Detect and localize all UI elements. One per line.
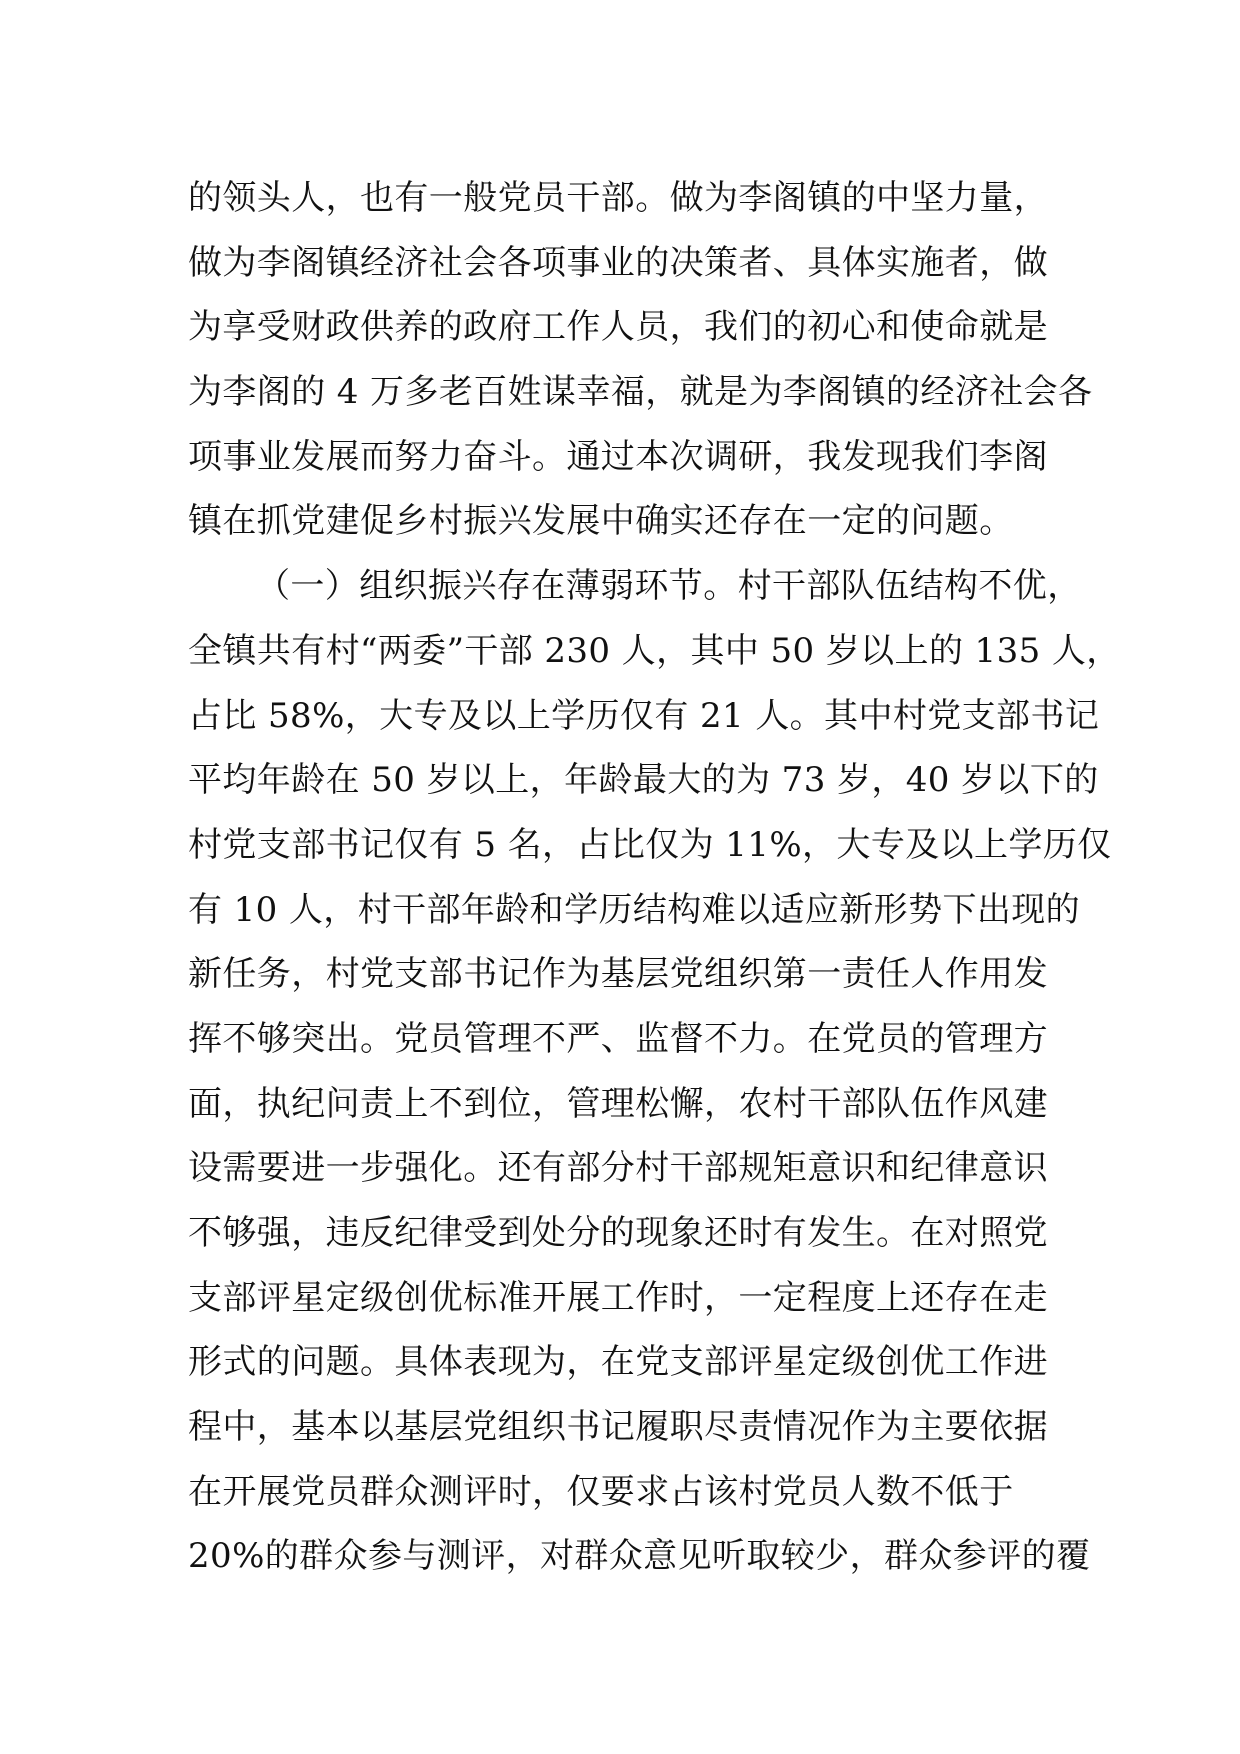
body-text xyxy=(188,166,1121,1589)
text-line: 挥不够突出。党员管理不严、监督不力。在党员的管理方 xyxy=(188,1018,1048,1059)
text-line: 全镇共有村“两委”干部 230 人，其中 50 岁以上的 135 人， xyxy=(188,630,1121,671)
text-line: 为李阁的 4 万多老百姓谋幸福，就是为李阁镇的经济社会各 xyxy=(188,372,1093,413)
text-line: 新任务，村党支部书记作为基层党组织第一责任人作用发 xyxy=(188,954,1048,995)
text-line: 程中，基本以基层党组织书记履职尽责情况作为主要依据 xyxy=(188,1407,1048,1448)
text-line: 村党支部书记仅有 5 名，占比仅为 11%，大专及以上学历仅 xyxy=(188,824,1112,865)
text-line: 为享受财政供养的政府工作人员，我们的初心和使命就是 xyxy=(188,307,1048,348)
text-line: 形式的问题。具体表现为，在党支部评星定级创优工作进 xyxy=(188,1342,1048,1383)
text-line: 占比 58%，大专及以上学历仅有 21 人。其中村党支部书记 xyxy=(188,695,1100,736)
text-line: 平均年龄在 50 岁以上，年龄最大的为 73 岁，40 岁以下的 xyxy=(188,760,1099,801)
text-line: 在开展党员群众测评时，仅要求占该村党员人数不低于 xyxy=(188,1471,1014,1512)
text-line: 有 10 人，村干部年龄和学历结构难以适应新形势下出现的 xyxy=(188,889,1081,930)
text-line: 镇在抓党建促乡村振兴发展中确实还存在一定的问题。 xyxy=(188,501,1014,542)
text-line: 支部评星定级创优标准开展工作时，一定程度上还存在走 xyxy=(188,1277,1048,1318)
text-line: 面，执纪问责上不到位，管理松懈，农村干部队伍作风建 xyxy=(188,1083,1048,1124)
text-line: 的领头人，也有一般党员干部。做为李阁镇的中坚力量， xyxy=(188,178,1048,218)
text-line: 做为李阁镇经济社会各项事业的决策者、具体实施者，做 xyxy=(188,242,1048,283)
text-line: 20%的群众参与测评，对群众意见听取较少，群众参评的覆 xyxy=(188,1536,1091,1577)
text-line: 设需要进一步强化。还有部分村干部规矩意识和纪律意识 xyxy=(188,1148,1048,1189)
text-line: 项事业发展而努力奋斗。通过本次调研，我发现我们李阁 xyxy=(188,436,1048,477)
text-line: 不够强，违反纪律受到处分的现象还时有发生。在对照党 xyxy=(188,1213,1048,1253)
section-heading-line: （一）组织振兴存在薄弱环节。村干部队伍结构不优， xyxy=(256,566,1082,607)
